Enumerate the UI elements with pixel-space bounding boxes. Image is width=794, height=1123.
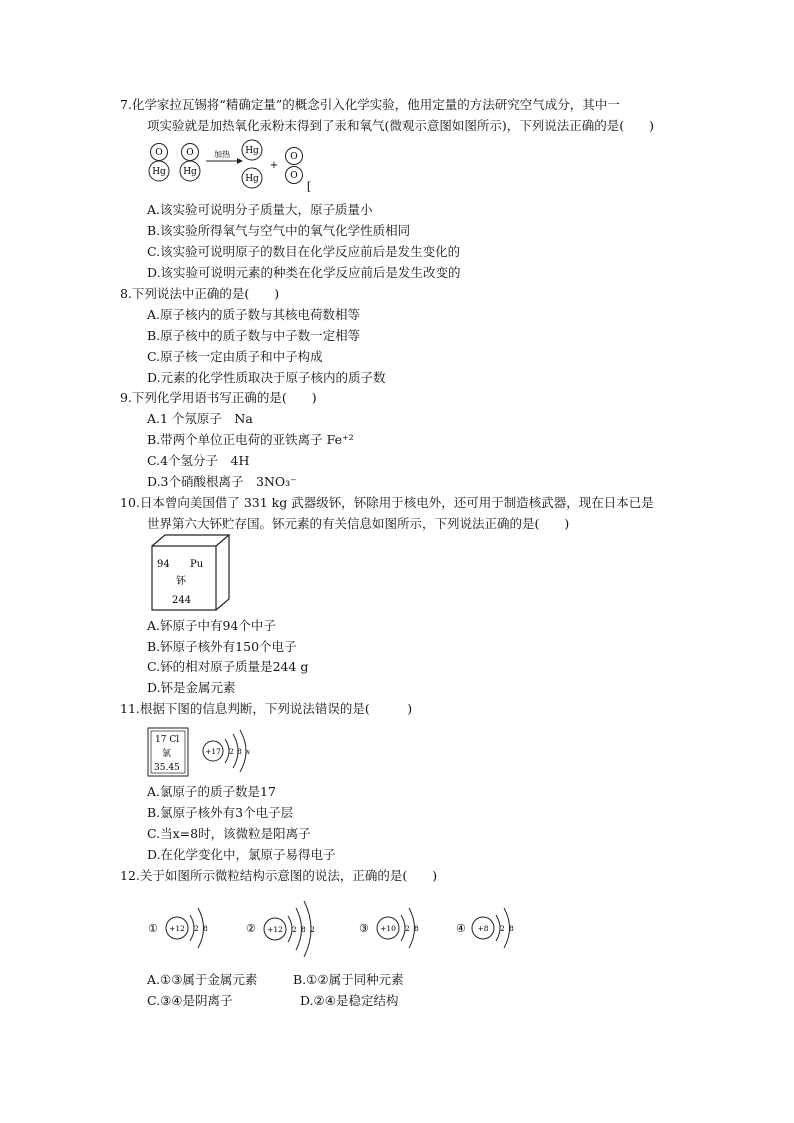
q7-bracket: [ [306,180,312,193]
q12-particle-4-nucleus: +8 [477,924,489,933]
q12-particle-1-nucleus: +12 [169,924,185,933]
q7-hg-1: Hg [152,167,166,177]
q7-plus: + [269,160,279,171]
q9-option-a[interactable]: A.1 个氖原子 Na [147,411,253,426]
q10-option-a[interactable]: A.钚原子中有94个中子 [147,618,276,633]
q10-atomic-mass: 244 [172,595,192,606]
q7-hg-2: Hg [183,167,197,177]
q7-option-b[interactable]: B.该实验所得氧气与空气中的氧气化学性质相同 [147,223,411,238]
q7-hg-4: Hg [245,174,259,184]
q7-o-2: O [186,148,194,158]
q11-number-symbol: 17 Cl [155,735,180,745]
q7-option-c[interactable]: C.该实验可说明原子的数目在化学反应前后是发生变化的 [147,244,461,259]
q7-reaction-diagram [140,137,330,197]
q11-option-c[interactable]: C.当x=8时，该微粒是阳离子 [147,826,311,841]
q7-option-a[interactable]: A.该实验可说明分子质量大，原子质量小 [147,202,373,217]
q9-stem: 9.下列化学用语书写正确的是( ) [120,390,317,405]
q12-particle-3 [359,908,419,948]
q8-option-c[interactable]: C.原子核一定由质子和中子构成 [147,349,323,364]
q11-nucleus: +17 [205,747,221,756]
q8-option-b[interactable]: B.原子核中的质子数与中子数一定相等 [147,328,361,343]
q12-particle-3-nucleus: +10 [380,924,396,933]
q12-particle-4-label: ④ [456,922,466,935]
q12-particle-2-label: ② [246,922,256,935]
q11-shell-2: 8 [237,747,242,756]
q11-element-name: 氯 [162,749,172,759]
q10-element-tile [150,533,232,613]
q12-particle-1-shell-1: 2 [194,924,199,933]
q12-particle-1 [148,908,208,948]
q11-chlorine-diagram [145,726,265,778]
q10-atomic-number: 94 [157,559,170,570]
q7-hg-3: Hg [245,146,259,156]
q12-particle-2-shell-3: 2 [310,925,315,934]
q11-atomic-mass: 35.45 [154,763,180,773]
q10-option-c[interactable]: C.钚的相对原子质量是244 g [147,659,309,674]
q7-stem-line2: 项实验就是加热氧化汞粉末得到了汞和氧气(微观示意图如图所示)，下列说法正确的是( ) [147,118,655,133]
q7-option-d[interactable]: D.该实验可说明元素的种类在化学反应前后是发生改变的 [147,265,461,280]
q12-stem: 12.关于如图所示微粒结构示意图的说法，正确的是( ) [120,868,438,883]
q10-stem-line1: 10.日本曾向美国借了 331 kg 武器级钚，钚除用于核电外，还可用于制造核武器，现在日本已是 [120,495,654,510]
q7-o-4: O [290,171,298,181]
q12-option-d[interactable]: D.②④是稳定结构 [300,993,399,1008]
q11-shell-3: x [246,748,250,756]
q9-option-d[interactable]: D.3个硝酸根离子 3NO₃⁻ [147,474,297,489]
q12-particle-3-shell-2: 8 [414,924,419,933]
q7-heat-label: 加热 [214,150,230,159]
q7-stem-line1: 7.化学家拉瓦锡将“精确定量”的概念引入化学实验，他用定量的方法研究空气成分，其中一 [120,97,620,112]
q12-particle-2-shell-1: 2 [292,925,297,934]
q12-particle-2-shell-2: 8 [301,925,306,934]
q10-option-d[interactable]: D.钚是金属元素 [147,680,236,695]
q9-option-c[interactable]: C.4个氢分子 4H [147,453,250,468]
q12-particle-2 [246,901,315,957]
q10-symbol: Pu [190,559,204,570]
q12-particle-3-shell-1: 2 [405,924,410,933]
q12-particle-4 [456,908,514,948]
q12-particle-4-shell-1: 2 [500,924,505,933]
q11-shell-1: 2 [229,747,234,756]
q8-stem: 8.下列说法中正确的是( ) [120,286,280,301]
q10-stem-line2: 世界第六大钚贮存国。钚元素的有关信息如图所示，下列说法正确的是( ) [147,516,570,531]
q11-option-a[interactable]: A.氯原子的质子数是17 [147,784,276,799]
q11-option-b[interactable]: B.氯原子核外有3个电子层 [147,805,294,820]
q12-particle-1-shell-2: 8 [203,924,208,933]
q12-particle-3-label: ③ [359,922,369,935]
q7-o-3: O [290,152,298,162]
q12-particle-4-shell-2: 8 [509,924,514,933]
q12-particle-diagrams [140,890,540,970]
q10-element-name: 钚 [176,576,186,587]
q8-option-a[interactable]: A.原子核内的质子数与其核电荷数相等 [147,307,361,322]
q9-option-b[interactable]: B.带两个单位正电荷的亚铁离子 Fe⁺² [147,432,354,447]
q12-option-c[interactable]: C.③④是阴离子 [147,993,233,1008]
q12-option-a[interactable]: A.①③属于金属元素 [147,972,258,987]
q7-o-1: O [155,148,163,158]
q8-option-d[interactable]: D.元素的化学性质取决于原子核内的质子数 [147,370,386,385]
q11-option-d[interactable]: D.在化学变化中，氯原子易得电子 [147,847,336,862]
q12-option-b[interactable]: B.①②属于同种元素 [293,972,404,987]
q12-particle-1-label: ① [148,922,158,935]
q11-stem: 11.根据下图的信息判断，下列说法错误的是( ) [120,701,413,716]
q12-particle-2-nucleus: +12 [267,925,283,934]
q10-option-b[interactable]: B.钚原子核外有150个电子 [147,639,297,654]
